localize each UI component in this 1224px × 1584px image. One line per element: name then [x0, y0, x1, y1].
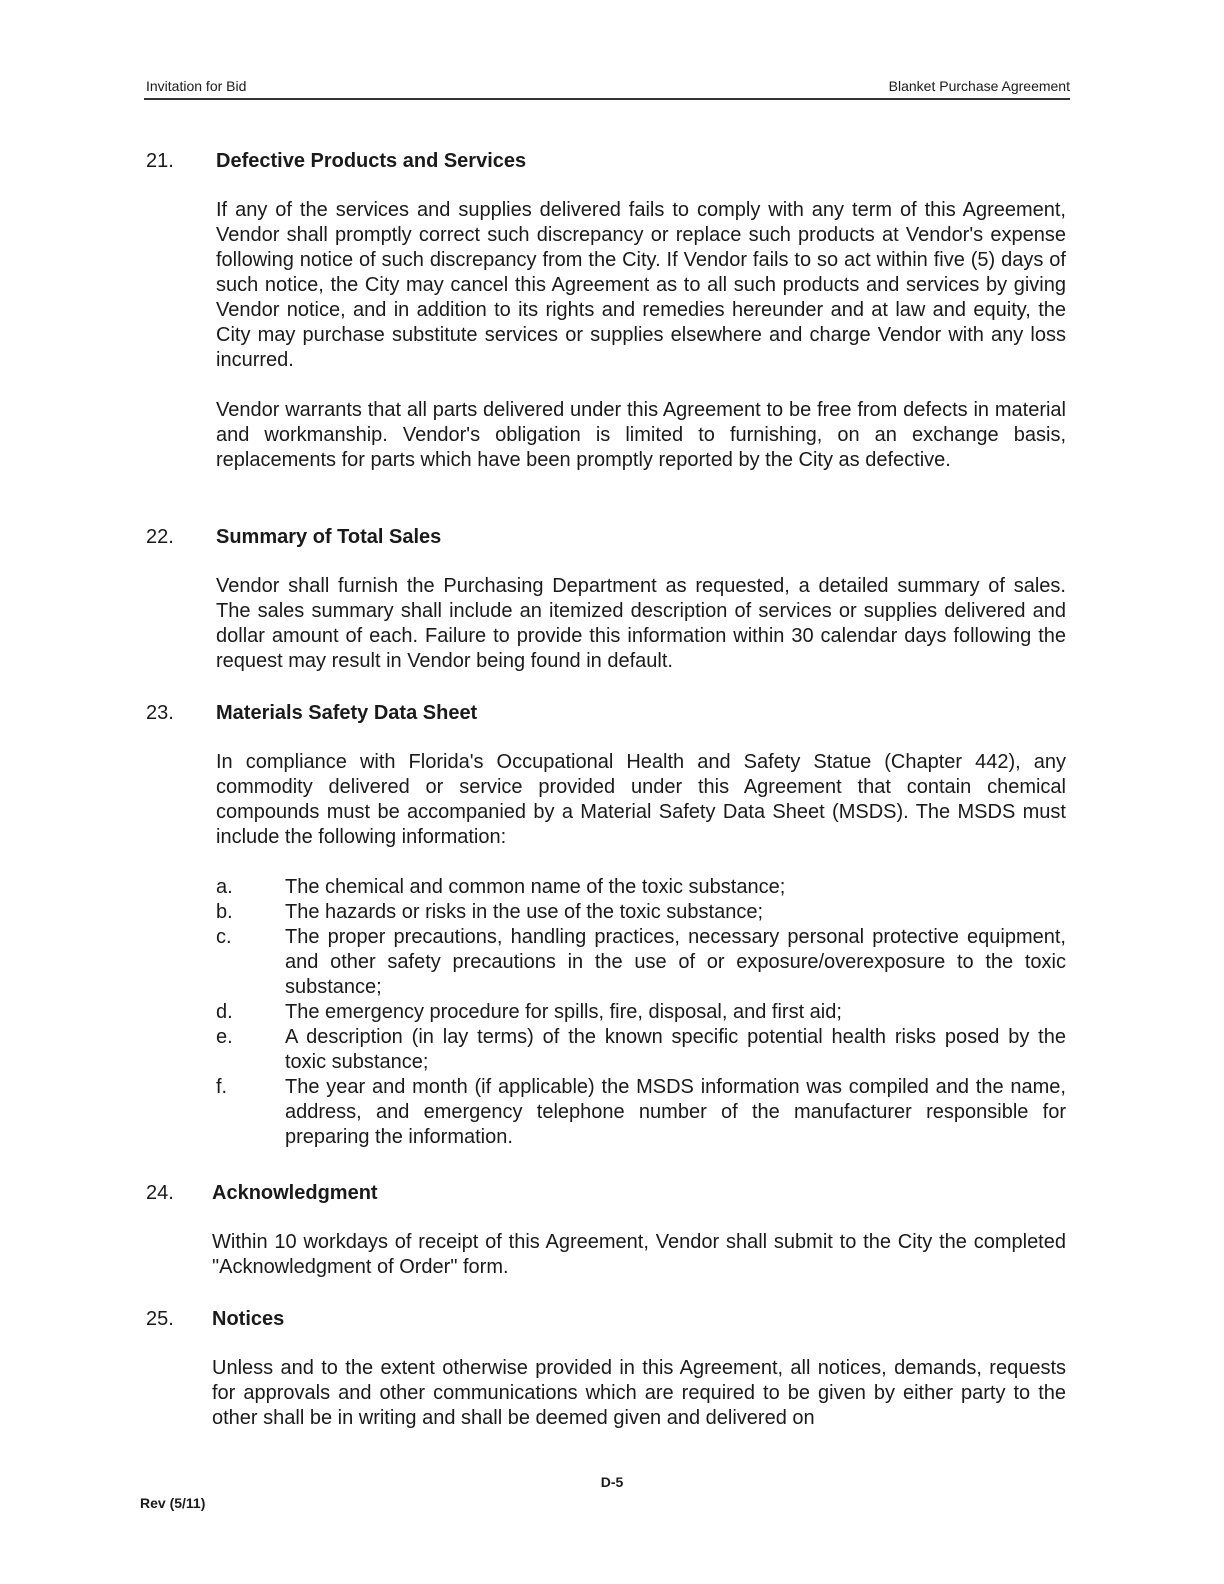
section-22	[144, 524, 1070, 674]
list-item-letter: f.	[216, 1076, 228, 1098]
section-number: 21.	[146, 150, 174, 172]
section-25	[144, 1306, 1070, 1431]
section-paragraph: If any of the services and supplies delivered fails to comply with any term of this Agreement, Vendor shall promptly correct such discrepancy or replace such products at Vendor's expense following notice of such discrepancy from the City. If Vendor fails to so act within five (5) days of such notice, the City may cancel this Agreement as to all such products and services by giving Vendor notice, and in addition to its rights and remedies hereunder and at law and equity, the City may purchase substitute services or supplies elsewhere and charge Vendor with any loss incurred.	[216, 199, 1066, 371]
list-item-letter: b.	[216, 901, 233, 923]
header-left-text: Invitation for Bid	[146, 78, 247, 94]
section-heading	[144, 1180, 1070, 1206]
list-item	[216, 1000, 1066, 1025]
list-item-text: The proper precautions, handling practices, necessary personal protective equipment, and other safety precautions in the use of or exposure/overexposure to the toxic substance;	[285, 926, 1066, 998]
section-title: Acknowledgment	[212, 1182, 378, 1204]
list-item	[216, 1025, 1066, 1075]
section-paragraph: In compliance with Florida's Occupational Health and Safety Statue (Chapter 442), any commodity delivered or service provided under this Agreement that contain chemical compounds must be accompanied by a Material Safety Data Sheet (MSDS). The MSDS must include the following information:	[216, 751, 1066, 848]
section-24	[144, 1180, 1070, 1280]
section-paragraph: Unless and to the extent otherwise provided in this Agreement, all notices, demands, requests for approvals and other communications which are required to be given by either party to the other shall be in writing and shall be deemed given and delivered on	[212, 1357, 1066, 1429]
list-item-text: The emergency procedure for spills, fire, disposal, and first aid;	[285, 1001, 842, 1023]
section-paragraph: Vendor warrants that all parts delivered under this Agreement to be free from defects in material and workmanship. Vendor's obligation is limited to furnishing, on an exchange basis, replacements for parts which have been promptly reported by the City as defective.	[216, 399, 1066, 471]
section-paragraph: Within 10 workdays of receipt of this Agreement, Vendor shall submit to the City the completed "Acknowledgment of Order" form.	[212, 1231, 1066, 1278]
section-number: 24.	[146, 1182, 174, 1204]
list-item-text: A description (in lay terms) of the known specific potential health risks posed by the toxic substance;	[285, 1026, 1066, 1073]
section-number: 22.	[146, 526, 174, 548]
list-item-text: The chemical and common name of the toxic substance;	[285, 876, 786, 898]
list-item-text: The year and month (if applicable) the MSDS information was compiled and the name, address, and emergency telephone number of the manufacturer responsible for preparing the information.	[285, 1076, 1066, 1148]
section-23	[144, 700, 1070, 1150]
page-number: D-5	[600, 1474, 624, 1490]
msds-requirements-list	[216, 875, 1066, 1150]
list-item-letter: c.	[216, 926, 232, 948]
section-title: Summary of Total Sales	[216, 526, 442, 548]
section-number: 25.	[146, 1308, 174, 1330]
list-item-letter: e.	[216, 1026, 233, 1048]
list-item	[216, 1075, 1066, 1150]
section-heading	[144, 524, 1070, 550]
header-right-text: Blanket Purchase Agreement	[888, 78, 1070, 94]
section-title: Materials Safety Data Sheet	[216, 702, 478, 724]
list-item	[216, 900, 1066, 925]
revision-label: Rev (5/11)	[140, 1495, 206, 1511]
list-item-letter: d.	[216, 1001, 233, 1023]
section-number: 23.	[146, 702, 174, 724]
section-heading	[144, 1306, 1070, 1332]
section-heading	[144, 148, 1070, 174]
section-title: Defective Products and Services	[216, 150, 527, 172]
list-item-letter: a.	[216, 876, 233, 898]
page-header	[144, 74, 1070, 100]
list-item-text: The hazards or risks in the use of the toxic substance;	[285, 901, 764, 923]
list-item	[216, 925, 1066, 1000]
list-item	[216, 875, 1066, 900]
section-title: Notices	[212, 1308, 285, 1330]
section-21	[144, 148, 1070, 473]
section-heading	[144, 700, 1070, 726]
section-paragraph: Vendor shall furnish the Purchasing Department as requested, a detailed summary of sales. The sales summary shall include an itemized description of services or supplies delivered and dollar amount of each. Failure to provide this information within 30 calendar days following the request may result in Vendor being found in default.	[216, 575, 1066, 672]
